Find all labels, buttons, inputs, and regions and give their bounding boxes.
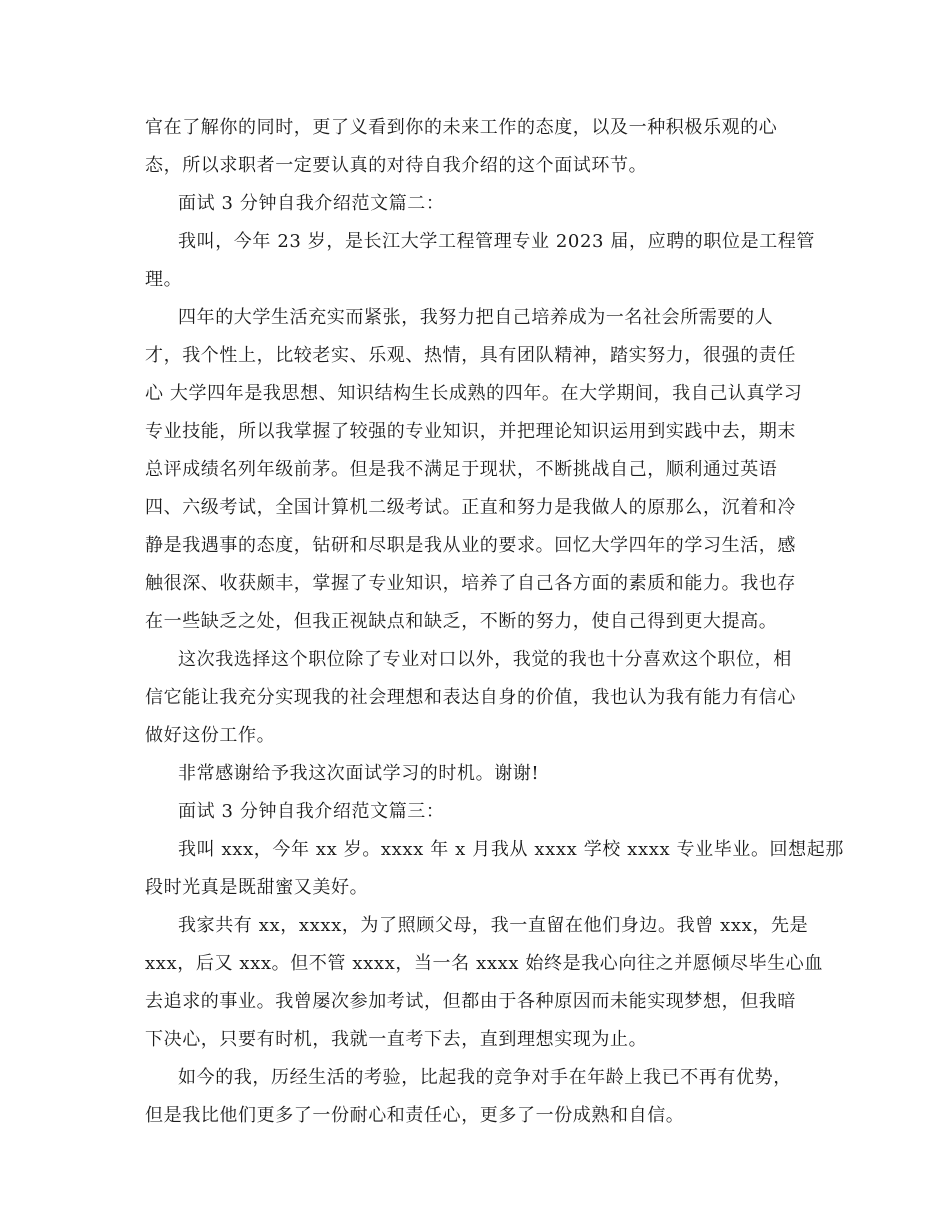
text-line: 但是我比他们更多了一份耐心和责任心，更多了一份成熟和自信。 bbox=[145, 1105, 685, 1126]
text-line: 触很深、收获颇丰，掌握了专业知识，培养了自己各方面的素质和能力。我也存 bbox=[145, 573, 796, 594]
text-line: 如今的我，历经生活的考验，比起我的竞争对手在年龄上我已不再有优势， bbox=[178, 1067, 792, 1088]
text-line: 下决心，只要有时机，我就一直考下去，直到理想实现为止。 bbox=[145, 1029, 648, 1050]
text-line: 段时光真是既甜蜜又美好。 bbox=[145, 877, 369, 898]
text-line: 总评成绩名列年级前茅。但是我不满足于现状，不断挑战自己，顺利通过英语 bbox=[145, 459, 778, 480]
text-line: 才，我个性上，比较老实、乐观、热情，具有团队精神，踏实努力，很强的责任 bbox=[145, 345, 796, 366]
text-line: 心 大学四年是我思想、知识结构生长成熟的四年。在大学期间，我自己认真学习 bbox=[145, 383, 803, 404]
text-line: 我家共有 xx，xxxx，为了照顾父母，我一直留在他们身边。我曾 xxx，先是 bbox=[178, 915, 809, 936]
section-heading: 面试 3 分钟自我介绍范文篇三： bbox=[178, 801, 445, 822]
text-line: 四、六级考试，全国计算机二级考试。正直和努力是我做人的原那么，沉着和冷 bbox=[145, 497, 796, 518]
text-line: 我叫 xxx，今年 xx 岁。xxxx 年 x 月我从 xxxx 学校 xxxx 专业毕业。回想起那 bbox=[178, 839, 844, 860]
text-line: 理。 bbox=[145, 269, 183, 290]
text-line: 这次我选择这个职位除了专业对口以外，我觉的我也十分喜欢这个职位，相 bbox=[178, 649, 792, 670]
text-line: 专业技能，所以我掌握了较强的专业知识，并把理论知识运用到实践中去，期末 bbox=[145, 421, 796, 442]
text-line: xxx，后又 xxx。但不管 xxxx，当一名 xxxx 始终是我心向往之并愿倾尽毕生心血 bbox=[145, 953, 824, 974]
section-heading: 面试 3 分钟自我介绍范文篇二： bbox=[178, 193, 445, 214]
text-line: 去追求的事业。我曾屡次参加考试，但都由于各种原因而未能实现梦想，但我暗 bbox=[145, 991, 796, 1012]
text-line: 非常感谢给予我这次面试学习的时机。谢谢! bbox=[178, 763, 540, 784]
text-line: 官在了解你的同时，更了义看到你的未来工作的态度，以及一种积极乐观的心 bbox=[145, 117, 778, 138]
text-line: 态，所以求职者一定要认真的对待自我介绍的这个面试环节。 bbox=[145, 155, 648, 176]
text-line: 做好这份工作。 bbox=[145, 725, 276, 746]
text-line: 静是我遇事的态度，钻研和尽职是我从业的要求。回忆大学四年的学习生活，感 bbox=[145, 535, 796, 556]
text-line: 在一些缺乏之处，但我正视缺点和缺乏，不断的努力，使自己得到更大提高。 bbox=[145, 611, 778, 632]
text-line: 我叫，今年 23 岁，是长江大学工程管理专业 2023 届，应聘的职位是工程管 bbox=[178, 231, 815, 252]
text-line: 四年的大学生活充实而紧张，我努力把自己培养成为一名社会所需要的人 bbox=[178, 307, 774, 328]
text-line: 信它能让我充分实现我的社会理想和表达自身的价值，我也认为我有能力有信心 bbox=[145, 687, 796, 708]
